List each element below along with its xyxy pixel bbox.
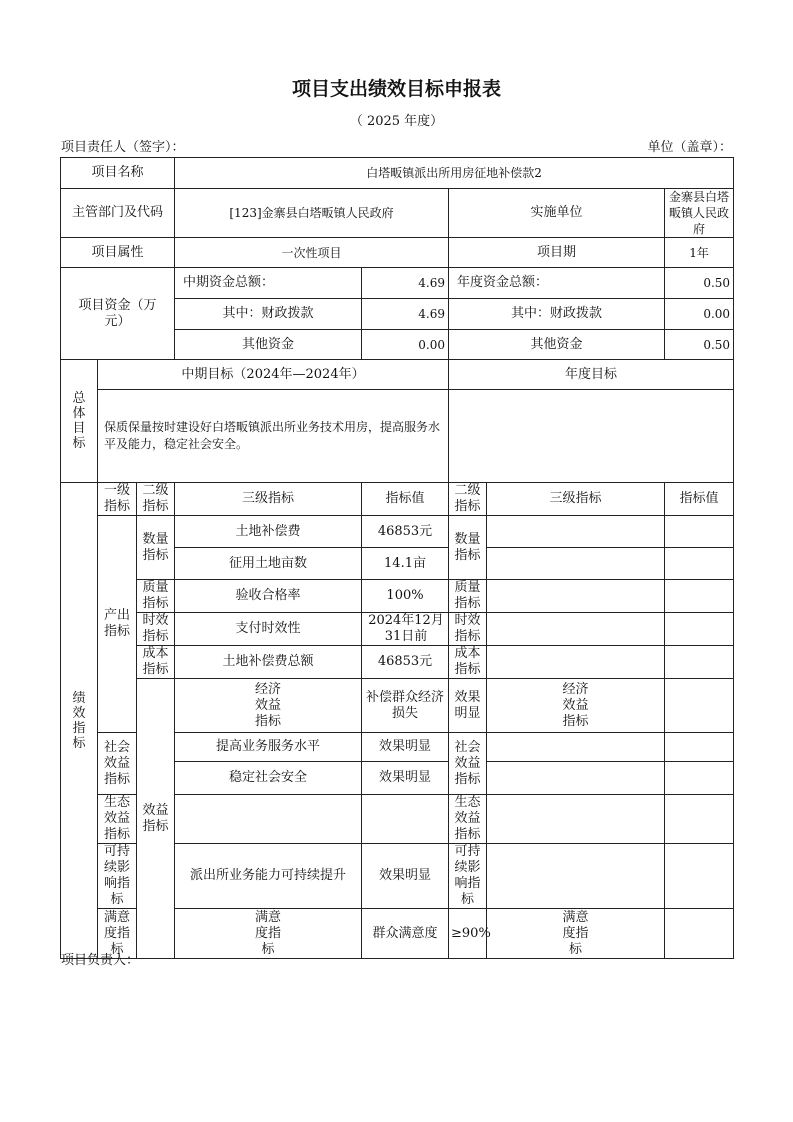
right-cost-label xyxy=(449,646,487,679)
right-level2-header xyxy=(449,483,487,516)
year-line: （ 2025 年度） xyxy=(349,114,444,129)
impl-unit-value: 金寨县白塔畈镇人民政府 xyxy=(665,189,734,238)
ecological-label-text: 生态效益指标 xyxy=(103,795,130,842)
right-indicator-name xyxy=(487,646,665,679)
period-value: 1年 xyxy=(665,238,734,268)
quality-label-text: 质量指标 xyxy=(142,580,169,611)
right-indicator-value xyxy=(665,580,734,613)
indicator-value: 46853元 xyxy=(362,646,449,679)
indicator-value: 效果明显 xyxy=(362,733,449,762)
right-quality-label xyxy=(449,580,487,613)
right-social-label xyxy=(449,733,487,795)
right-ecological-label-text: 生态效益指标 xyxy=(454,795,481,842)
funds-label-text: 项目资金（万元） xyxy=(78,297,157,329)
sustainable-label xyxy=(98,844,137,909)
right-ecological-label xyxy=(449,795,487,844)
year-other-label: 其他资金 xyxy=(449,330,665,360)
project-name-label: 项目名称 xyxy=(61,158,175,189)
social-label-text: 社会效益指标 xyxy=(103,739,130,787)
benefit-label xyxy=(137,679,175,959)
year-total-value: 0.50 xyxy=(665,268,734,299)
right-economic-label xyxy=(487,679,665,733)
right-indicator-value xyxy=(665,762,734,795)
indicators-label xyxy=(61,483,98,959)
responsible-label: 项目责任人（签字）： xyxy=(61,140,185,155)
goals-label xyxy=(61,360,98,483)
mid-goal-header: 中期目标（2024年—2024年） xyxy=(98,360,449,390)
attr-value: 一次性项目 xyxy=(175,238,449,268)
quantity-label xyxy=(137,516,175,580)
right-satisfaction-label-text: 满意度指标 xyxy=(562,909,589,957)
right-indicator-name xyxy=(487,548,665,580)
level1-header xyxy=(98,483,137,516)
right-level3-header: 三级指标 xyxy=(487,483,665,516)
indicator-name: 征用土地亩数 xyxy=(175,548,362,580)
year-fiscal-label: 其中：财政拨款 xyxy=(449,299,665,330)
economic-label xyxy=(175,679,362,733)
level1-header-text: 一级指标 xyxy=(103,483,130,514)
value-header: 指标值 xyxy=(362,483,449,516)
indicator-name: 提高业务服务水平 xyxy=(175,733,362,762)
project-name-value: 白塔畈镇派出所用房征地补偿款2 xyxy=(175,158,734,189)
right-quantity-label xyxy=(449,516,487,580)
right-indicator-name xyxy=(487,844,665,909)
right-indicator-name xyxy=(487,580,665,613)
indicator-name: 补偿群众经济损失 xyxy=(362,679,449,733)
mid-other-value: 0.00 xyxy=(362,330,449,360)
right-indicator-name xyxy=(665,909,734,959)
right-indicator-name xyxy=(487,613,665,646)
indicator-name: 土地补偿费总额 xyxy=(175,646,362,679)
indicator-name: 土地补偿费 xyxy=(175,516,362,548)
right-indicator-name xyxy=(487,516,665,548)
dept-label: 主管部门及代码 xyxy=(61,189,175,238)
right-economic-label-text: 经济效益指标 xyxy=(562,681,589,729)
quantity-label-text: 数量指标 xyxy=(142,531,169,563)
right-indicator-value xyxy=(665,548,734,580)
economic-label-text: 经济效益指标 xyxy=(255,681,282,729)
page-title: 项目支出绩效目标申报表 xyxy=(291,78,501,100)
right-indicator-value xyxy=(665,795,734,844)
goals-label-text: 总体目标 xyxy=(72,391,86,451)
year-goal-text xyxy=(449,390,734,483)
funds-label xyxy=(61,268,175,360)
indicator-name: 群众满意度 xyxy=(362,909,449,959)
mid-fiscal-label: 其中：财政拨款 xyxy=(175,299,362,330)
indicator-value: ≥90% xyxy=(449,909,487,959)
satisfaction2-label-text: 满意度指标 xyxy=(255,909,282,957)
mid-total-label: 中期资金总额： xyxy=(175,268,362,299)
mid-total-value: 4.69 xyxy=(362,268,449,299)
right-indicator-name xyxy=(487,762,665,795)
satisfaction2-label xyxy=(175,909,362,959)
satisfaction-label-text: 满意度指标 xyxy=(103,909,130,957)
right-quantity-label-text: 数量指标 xyxy=(454,531,481,563)
indicator-value: 14.1亩 xyxy=(362,548,449,580)
indicator-name: 派出所业务能力可持续提升 xyxy=(175,844,362,909)
right-indicator-value xyxy=(665,844,734,909)
right-level2-header-text: 二级指标 xyxy=(454,483,481,514)
footer-label: 项目负责人： xyxy=(61,953,140,968)
indicator-name: 验收合格率 xyxy=(175,580,362,613)
right-social-label-text: 社会效益指标 xyxy=(454,739,481,787)
impl-unit-label: 实施单位 xyxy=(449,189,665,238)
ecological-label xyxy=(98,795,137,844)
indicator-name: 支付时效性 xyxy=(175,613,362,646)
right-indicator-name xyxy=(487,733,665,762)
dept-value: [123]金寨县白塔畈镇人民政府 xyxy=(175,189,449,238)
output-label xyxy=(98,516,137,733)
cost-label-text: 成本指标 xyxy=(142,646,169,677)
right-timeliness-label xyxy=(449,613,487,646)
quality-label xyxy=(137,580,175,613)
indicator-value: 100% xyxy=(362,580,449,613)
right-sustainable-label-text: 可持续影响指标 xyxy=(454,844,481,907)
indicator-value xyxy=(362,795,449,844)
indicator-value: 效果明显 xyxy=(362,844,449,909)
right-indicator-value xyxy=(665,733,734,762)
indicator-name: 稳定社会安全 xyxy=(175,762,362,795)
cost-label xyxy=(137,646,175,679)
right-sustainable-label xyxy=(449,844,487,909)
mid-fiscal-value: 4.69 xyxy=(362,299,449,330)
output-label-text: 产出指标 xyxy=(103,608,130,639)
right-timeliness-label-text: 时效指标 xyxy=(454,613,481,644)
right-cost-label-text: 成本指标 xyxy=(454,646,481,677)
right-indicator-value xyxy=(665,646,734,679)
social-label xyxy=(98,733,137,795)
mid-goal-text: 保质保量按时建设好白塔畈镇派出所业务技术用房，提高服务水平及能力，稳定社会安全。 xyxy=(98,390,449,483)
benefit-label-text: 效益指标 xyxy=(142,802,169,834)
timeliness-label-text: 时效指标 xyxy=(142,613,169,644)
right-satisfaction-label xyxy=(487,909,665,959)
timeliness-label xyxy=(137,613,175,646)
indicator-name xyxy=(175,795,362,844)
indicator-value-text: 2024年12月31日前 xyxy=(368,613,444,644)
performance-goal-table xyxy=(60,157,734,959)
unit-label: 单位（盖章）： xyxy=(647,140,732,155)
year-other-value: 0.50 xyxy=(665,330,734,360)
level2-header-text: 二级指标 xyxy=(142,483,169,514)
indicators-label-text: 绩效指标 xyxy=(72,690,86,751)
sustainable-label-text: 可持续影响指标 xyxy=(103,844,130,907)
indicator-value: 效果明显 xyxy=(362,762,449,795)
level2-header xyxy=(137,483,175,516)
year-goal-header: 年度目标 xyxy=(449,360,734,390)
right-indicator-value xyxy=(665,516,734,548)
right-indicator-name xyxy=(487,795,665,844)
indicator-value: 46853元 xyxy=(362,516,449,548)
mid-other-label: 其他资金 xyxy=(175,330,362,360)
indicator-value: 效果明显 xyxy=(449,679,487,733)
attr-label: 项目属性 xyxy=(61,238,175,268)
right-indicator-value xyxy=(665,613,734,646)
year-fiscal-value: 0.00 xyxy=(665,299,734,330)
right-value-header: 指标值 xyxy=(665,483,734,516)
level3-header: 三级指标 xyxy=(175,483,362,516)
year-total-label: 年度资金总额： xyxy=(449,268,665,299)
right-quality-label-text: 质量指标 xyxy=(454,580,481,611)
right-indicator-name xyxy=(665,679,734,733)
indicator-value xyxy=(362,613,449,646)
period-label: 项目期 xyxy=(449,238,665,268)
